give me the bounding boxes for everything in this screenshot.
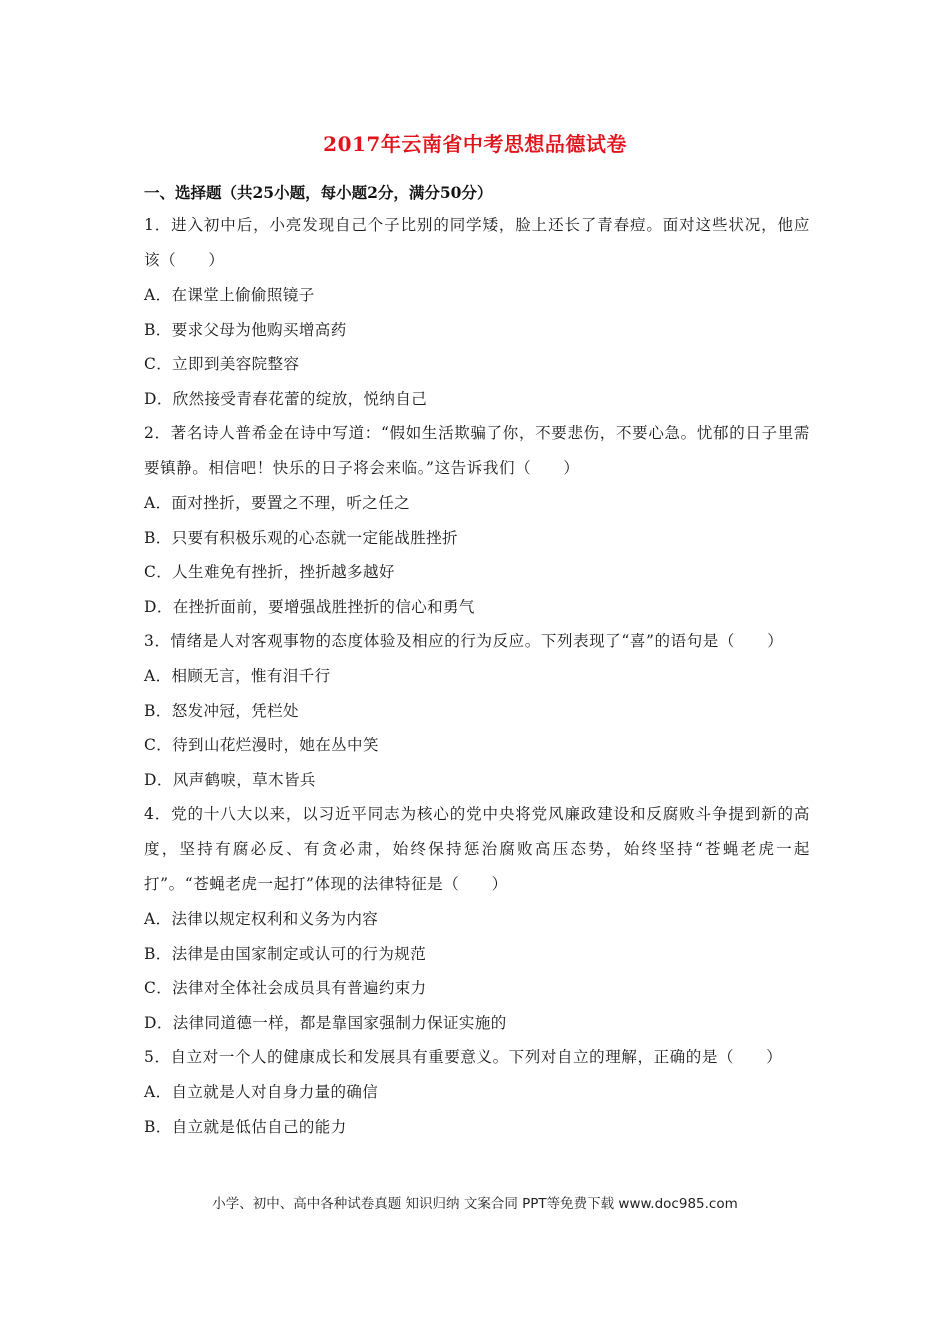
option-d: D．在挫折面前，要增强战胜挫折的信心和勇气	[144, 597, 475, 616]
option-c: C．立即到美容院整容	[144, 355, 300, 373]
option-d: D．欣然接受青春花蕾的绽放，悦纳自己	[144, 389, 428, 408]
question-4	[144, 797, 810, 1040]
question-5	[144, 1040, 810, 1144]
question-stem: 1．进入初中后，小亮发现自己个子比别的同学矮，脸上还长了青春痘。面对这些状况，他应该（ ）	[144, 216, 810, 269]
option-a: A．法律以规定权利和义务为内容	[144, 910, 379, 928]
page-title: 2017年云南省中考思想品德试卷	[323, 132, 627, 156]
option-b: B．怒发冲冠，凭栏处	[144, 701, 299, 720]
option-a: A．相顾无言，惟有泪千行	[144, 667, 331, 685]
question-stem: 4．党的十八大以来，以习近平同志为核心的党中央将党风廉政建设和反腐败斗争提到新的高度，坚持有腐必反、有贪必肃，始终保持惩治腐败高压态势，始终坚持“苍蝇老虎一起打”。“苍蝇老虎一起打”体现的法律特征是（ ）	[144, 805, 810, 893]
question-3	[144, 624, 810, 797]
option-c: C．法律对全体社会成员具有普遍约束力	[144, 979, 427, 997]
question-stem: 5．自立对一个人的健康成长和发展具有重要意义。下列对自立的理解，正确的是（ ）	[144, 1048, 783, 1066]
option-c: C．待到山花烂漫时，她在丛中笑	[144, 736, 379, 754]
question-stem: 2．著名诗人普希金在诗中写道：“假如生活欺骗了你，不要悲伤，不要心急。忧郁的日子里需要镇静。相信吧！快乐的日子将会来临。”这告诉我们（ ）	[144, 424, 810, 477]
option-a: A．面对挫折，要置之不理，听之任之	[144, 494, 410, 512]
option-b: B．自立就是低估自己的能力	[144, 1117, 347, 1136]
footer-note: 小学、初中、高中各种试卷真题 知识归纳 文案合同 PPT等免费下载 www.doc985.com	[212, 1196, 738, 1212]
option-d: D．法律同道德一样，都是靠国家强制力保证实施的	[144, 1013, 507, 1032]
section-heading: 一、选择题（共25小题，每小题2分，满分50分）	[144, 183, 493, 202]
option-b: B．要求父母为他购买增高药	[144, 320, 347, 339]
question-stem: 3．情绪是人对客观事物的态度体验及相应的行为反应。下列表现了“喜”的语句是（ ）	[144, 632, 784, 650]
question-1	[144, 208, 810, 416]
option-a: A．在课堂上偷偷照镜子	[144, 286, 315, 304]
option-b: B．只要有积极乐观的心态就一定能战胜挫折	[144, 528, 458, 547]
question-list	[144, 208, 810, 1144]
question-2	[144, 416, 810, 624]
option-c: C．人生难免有挫折，挫折越多越好	[144, 563, 395, 581]
option-b: B．法律是由国家制定或认可的行为规范	[144, 944, 427, 963]
option-d: D．风声鹤唳，草木皆兵	[144, 770, 316, 789]
option-a: A．自立就是人对自身力量的确信	[144, 1083, 379, 1101]
